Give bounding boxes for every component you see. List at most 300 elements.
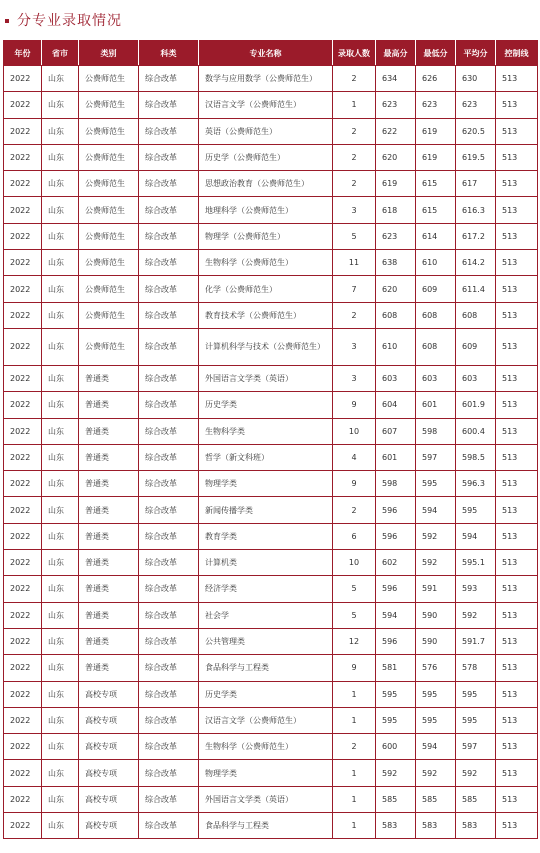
cell-category: 普通类 bbox=[79, 444, 139, 470]
cell-subject: 综合改革 bbox=[139, 681, 199, 707]
col-header-subject: 科类 bbox=[139, 41, 199, 66]
cell-category: 公费师范生 bbox=[79, 328, 139, 365]
section-header bbox=[0, 0, 540, 40]
cell-subject: 综合改革 bbox=[139, 144, 199, 170]
cell-control-line: 513 bbox=[496, 365, 538, 391]
cell-max-score: 620 bbox=[376, 276, 416, 302]
cell-subject: 综合改革 bbox=[139, 813, 199, 839]
section-title: 分专业录取情况 bbox=[17, 13, 122, 29]
cell-admitted-count: 1 bbox=[333, 813, 376, 839]
cell-major: 公共管理类 bbox=[199, 628, 333, 654]
table-row bbox=[4, 523, 538, 549]
cell-category: 公费师范生 bbox=[79, 66, 139, 92]
cell-subject: 综合改革 bbox=[139, 602, 199, 628]
cell-subject: 综合改革 bbox=[139, 734, 199, 760]
table-row bbox=[4, 223, 538, 249]
cell-avg-score: 630 bbox=[456, 66, 496, 92]
cell-admitted-count: 10 bbox=[333, 418, 376, 444]
cell-province: 山东 bbox=[42, 655, 79, 681]
header-row bbox=[4, 41, 538, 66]
cell-subject: 综合改革 bbox=[139, 250, 199, 276]
cell-max-score: 585 bbox=[376, 786, 416, 812]
table-row bbox=[4, 328, 538, 365]
cell-avg-score: 603 bbox=[456, 365, 496, 391]
cell-min-score: 592 bbox=[416, 760, 456, 786]
table-header bbox=[4, 41, 538, 66]
table-row bbox=[4, 786, 538, 812]
cell-major: 计算机科学与技术（公费师范生） bbox=[199, 328, 333, 365]
cell-avg-score: 623 bbox=[456, 92, 496, 118]
cell-min-score: 590 bbox=[416, 628, 456, 654]
cell-min-score: 626 bbox=[416, 66, 456, 92]
cell-subject: 综合改革 bbox=[139, 92, 199, 118]
cell-subject: 综合改革 bbox=[139, 418, 199, 444]
cell-subject: 综合改革 bbox=[139, 497, 199, 523]
cell-admitted-count: 5 bbox=[333, 576, 376, 602]
cell-subject: 综合改革 bbox=[139, 786, 199, 812]
cell-category: 普通类 bbox=[79, 628, 139, 654]
cell-subject: 综合改革 bbox=[139, 365, 199, 391]
cell-major: 教育技术学（公费师范生） bbox=[199, 302, 333, 328]
cell-avg-score: 617.2 bbox=[456, 223, 496, 249]
cell-province: 山东 bbox=[42, 418, 79, 444]
cell-category: 公费师范生 bbox=[79, 276, 139, 302]
cell-control-line: 513 bbox=[496, 813, 538, 839]
cell-avg-score: 585 bbox=[456, 786, 496, 812]
cell-admitted-count: 5 bbox=[333, 602, 376, 628]
cell-subject: 综合改革 bbox=[139, 276, 199, 302]
cell-max-score: 622 bbox=[376, 118, 416, 144]
cell-control-line: 513 bbox=[496, 328, 538, 365]
cell-major: 哲学（新文科班） bbox=[199, 444, 333, 470]
table-row bbox=[4, 250, 538, 276]
cell-subject: 综合改革 bbox=[139, 707, 199, 733]
cell-avg-score: 595 bbox=[456, 497, 496, 523]
cell-min-score: 598 bbox=[416, 418, 456, 444]
cell-year: 2022 bbox=[4, 392, 42, 418]
cell-year: 2022 bbox=[4, 602, 42, 628]
cell-major: 新闻传播学类 bbox=[199, 497, 333, 523]
cell-max-score: 596 bbox=[376, 497, 416, 523]
cell-major: 教育学类 bbox=[199, 523, 333, 549]
cell-admitted-count: 1 bbox=[333, 707, 376, 733]
cell-min-score: 601 bbox=[416, 392, 456, 418]
cell-province: 山东 bbox=[42, 223, 79, 249]
table-row bbox=[4, 418, 538, 444]
cell-major: 汉语言文学（公费师范生） bbox=[199, 92, 333, 118]
cell-avg-score: 596.3 bbox=[456, 471, 496, 497]
cell-category: 普通类 bbox=[79, 550, 139, 576]
cell-year: 2022 bbox=[4, 276, 42, 302]
title-marker bbox=[5, 19, 9, 23]
table-row bbox=[4, 655, 538, 681]
cell-control-line: 513 bbox=[496, 444, 538, 470]
cell-admitted-count: 9 bbox=[333, 655, 376, 681]
cell-year: 2022 bbox=[4, 118, 42, 144]
cell-control-line: 513 bbox=[496, 66, 538, 92]
table-row bbox=[4, 92, 538, 118]
cell-category: 公费师范生 bbox=[79, 144, 139, 170]
cell-max-score: 596 bbox=[376, 523, 416, 549]
cell-avg-score: 617 bbox=[456, 171, 496, 197]
cell-category: 公费师范生 bbox=[79, 250, 139, 276]
cell-control-line: 513 bbox=[496, 523, 538, 549]
col-header-year: 年份 bbox=[4, 41, 42, 66]
cell-major: 生物科学（公费师范生） bbox=[199, 250, 333, 276]
cell-subject: 综合改革 bbox=[139, 628, 199, 654]
cell-control-line: 513 bbox=[496, 92, 538, 118]
cell-avg-score: 611.4 bbox=[456, 276, 496, 302]
cell-avg-score: 601.9 bbox=[456, 392, 496, 418]
cell-year: 2022 bbox=[4, 550, 42, 576]
cell-min-score: 594 bbox=[416, 497, 456, 523]
cell-subject: 综合改革 bbox=[139, 655, 199, 681]
cell-max-score: 595 bbox=[376, 707, 416, 733]
cell-category: 普通类 bbox=[79, 576, 139, 602]
cell-category: 普通类 bbox=[79, 602, 139, 628]
cell-max-score: 604 bbox=[376, 392, 416, 418]
cell-subject: 综合改革 bbox=[139, 197, 199, 223]
cell-category: 普通类 bbox=[79, 471, 139, 497]
cell-min-score: 608 bbox=[416, 302, 456, 328]
col-header-admitted-count: 录取人数 bbox=[333, 41, 376, 66]
cell-max-score: 620 bbox=[376, 144, 416, 170]
cell-province: 山东 bbox=[42, 66, 79, 92]
cell-major: 化学（公费师范生） bbox=[199, 276, 333, 302]
cell-max-score: 592 bbox=[376, 760, 416, 786]
cell-avg-score: 592 bbox=[456, 760, 496, 786]
cell-max-score: 619 bbox=[376, 171, 416, 197]
cell-admitted-count: 3 bbox=[333, 365, 376, 391]
cell-max-score: 623 bbox=[376, 223, 416, 249]
cell-control-line: 513 bbox=[496, 302, 538, 328]
cell-year: 2022 bbox=[4, 681, 42, 707]
cell-category: 公费师范生 bbox=[79, 118, 139, 144]
cell-admitted-count: 5 bbox=[333, 223, 376, 249]
table-row bbox=[4, 66, 538, 92]
cell-max-score: 638 bbox=[376, 250, 416, 276]
cell-min-score: 615 bbox=[416, 197, 456, 223]
cell-control-line: 513 bbox=[496, 707, 538, 733]
cell-province: 山东 bbox=[42, 328, 79, 365]
cell-min-score: 614 bbox=[416, 223, 456, 249]
cell-max-score: 608 bbox=[376, 302, 416, 328]
table-body bbox=[4, 66, 538, 839]
cell-province: 山东 bbox=[42, 365, 79, 391]
cell-max-score: 600 bbox=[376, 734, 416, 760]
table-row bbox=[4, 550, 538, 576]
cell-category: 高校专项 bbox=[79, 786, 139, 812]
cell-major: 英语（公费师范生） bbox=[199, 118, 333, 144]
cell-category: 普通类 bbox=[79, 523, 139, 549]
cell-avg-score: 593 bbox=[456, 576, 496, 602]
cell-control-line: 513 bbox=[496, 734, 538, 760]
cell-control-line: 513 bbox=[496, 628, 538, 654]
cell-max-score: 581 bbox=[376, 655, 416, 681]
cell-subject: 综合改革 bbox=[139, 223, 199, 249]
cell-admitted-count: 12 bbox=[333, 628, 376, 654]
cell-max-score: 602 bbox=[376, 550, 416, 576]
cell-avg-score: 591.7 bbox=[456, 628, 496, 654]
cell-year: 2022 bbox=[4, 223, 42, 249]
cell-admitted-count: 1 bbox=[333, 92, 376, 118]
cell-category: 高校专项 bbox=[79, 681, 139, 707]
cell-admitted-count: 2 bbox=[333, 302, 376, 328]
cell-province: 山东 bbox=[42, 444, 79, 470]
table-row bbox=[4, 365, 538, 391]
cell-avg-score: 598.5 bbox=[456, 444, 496, 470]
cell-major: 生物科学（公费师范生） bbox=[199, 734, 333, 760]
table-row bbox=[4, 118, 538, 144]
cell-control-line: 513 bbox=[496, 497, 538, 523]
table-row bbox=[4, 707, 538, 733]
cell-admitted-count: 2 bbox=[333, 144, 376, 170]
cell-control-line: 513 bbox=[496, 471, 538, 497]
cell-province: 山东 bbox=[42, 681, 79, 707]
cell-control-line: 513 bbox=[496, 118, 538, 144]
cell-province: 山东 bbox=[42, 707, 79, 733]
cell-subject: 综合改革 bbox=[139, 171, 199, 197]
cell-subject: 综合改革 bbox=[139, 66, 199, 92]
table-row bbox=[4, 734, 538, 760]
cell-year: 2022 bbox=[4, 197, 42, 223]
cell-control-line: 513 bbox=[496, 760, 538, 786]
cell-major: 外国语言文学类（英语） bbox=[199, 786, 333, 812]
table-row bbox=[4, 471, 538, 497]
cell-major: 食品科学与工程类 bbox=[199, 655, 333, 681]
cell-major: 汉语言文学（公费师范生） bbox=[199, 707, 333, 733]
cell-control-line: 513 bbox=[496, 786, 538, 812]
col-header-control-line: 控制线 bbox=[496, 41, 538, 66]
cell-min-score: 591 bbox=[416, 576, 456, 602]
cell-province: 山东 bbox=[42, 576, 79, 602]
cell-avg-score: 595.1 bbox=[456, 550, 496, 576]
cell-category: 普通类 bbox=[79, 655, 139, 681]
cell-max-score: 610 bbox=[376, 328, 416, 365]
cell-year: 2022 bbox=[4, 523, 42, 549]
cell-province: 山东 bbox=[42, 602, 79, 628]
cell-year: 2022 bbox=[4, 497, 42, 523]
cell-min-score: 594 bbox=[416, 734, 456, 760]
table-row bbox=[4, 497, 538, 523]
cell-province: 山东 bbox=[42, 302, 79, 328]
cell-avg-score: 578 bbox=[456, 655, 496, 681]
cell-admitted-count: 1 bbox=[333, 786, 376, 812]
cell-max-score: 603 bbox=[376, 365, 416, 391]
cell-admitted-count: 2 bbox=[333, 171, 376, 197]
cell-category: 高校专项 bbox=[79, 813, 139, 839]
cell-year: 2022 bbox=[4, 707, 42, 733]
cell-admitted-count: 9 bbox=[333, 471, 376, 497]
cell-admitted-count: 7 bbox=[333, 276, 376, 302]
cell-min-score: 595 bbox=[416, 681, 456, 707]
cell-subject: 综合改革 bbox=[139, 471, 199, 497]
cell-major: 数学与应用数学（公费师范生） bbox=[199, 66, 333, 92]
cell-province: 山东 bbox=[42, 523, 79, 549]
cell-year: 2022 bbox=[4, 786, 42, 812]
cell-province: 山东 bbox=[42, 497, 79, 523]
cell-avg-score: 614.2 bbox=[456, 250, 496, 276]
cell-avg-score: 597 bbox=[456, 734, 496, 760]
cell-province: 山东 bbox=[42, 734, 79, 760]
cell-major: 物理学类 bbox=[199, 471, 333, 497]
cell-min-score: 619 bbox=[416, 118, 456, 144]
cell-avg-score: 620.5 bbox=[456, 118, 496, 144]
cell-avg-score: 592 bbox=[456, 602, 496, 628]
table-row bbox=[4, 302, 538, 328]
cell-min-score: 585 bbox=[416, 786, 456, 812]
cell-province: 山东 bbox=[42, 471, 79, 497]
cell-control-line: 513 bbox=[496, 576, 538, 602]
cell-province: 山东 bbox=[42, 144, 79, 170]
cell-province: 山东 bbox=[42, 250, 79, 276]
cell-admitted-count: 4 bbox=[333, 444, 376, 470]
cell-control-line: 513 bbox=[496, 550, 538, 576]
cell-min-score: 595 bbox=[416, 707, 456, 733]
cell-year: 2022 bbox=[4, 760, 42, 786]
cell-province: 山东 bbox=[42, 118, 79, 144]
cell-admitted-count: 3 bbox=[333, 197, 376, 223]
cell-province: 山东 bbox=[42, 786, 79, 812]
cell-min-score: 623 bbox=[416, 92, 456, 118]
cell-year: 2022 bbox=[4, 418, 42, 444]
cell-major: 物理学（公费师范生） bbox=[199, 223, 333, 249]
cell-category: 普通类 bbox=[79, 365, 139, 391]
cell-subject: 综合改革 bbox=[139, 328, 199, 365]
col-header-min-score: 最低分 bbox=[416, 41, 456, 66]
cell-avg-score: 595 bbox=[456, 681, 496, 707]
cell-admitted-count: 2 bbox=[333, 734, 376, 760]
cell-min-score: 576 bbox=[416, 655, 456, 681]
cell-category: 普通类 bbox=[79, 392, 139, 418]
cell-province: 山东 bbox=[42, 813, 79, 839]
cell-year: 2022 bbox=[4, 444, 42, 470]
cell-avg-score: 609 bbox=[456, 328, 496, 365]
cell-major: 物理学类 bbox=[199, 760, 333, 786]
cell-min-score: 615 bbox=[416, 171, 456, 197]
table-row bbox=[4, 576, 538, 602]
cell-category: 公费师范生 bbox=[79, 197, 139, 223]
cell-province: 山东 bbox=[42, 550, 79, 576]
cell-subject: 综合改革 bbox=[139, 118, 199, 144]
table-row bbox=[4, 144, 538, 170]
cell-year: 2022 bbox=[4, 328, 42, 365]
cell-year: 2022 bbox=[4, 628, 42, 654]
admission-table-container bbox=[3, 40, 537, 839]
cell-min-score: 583 bbox=[416, 813, 456, 839]
cell-min-score: 610 bbox=[416, 250, 456, 276]
cell-province: 山东 bbox=[42, 276, 79, 302]
cell-min-score: 619 bbox=[416, 144, 456, 170]
table-row bbox=[4, 444, 538, 470]
cell-control-line: 513 bbox=[496, 250, 538, 276]
cell-province: 山东 bbox=[42, 628, 79, 654]
table-row bbox=[4, 197, 538, 223]
cell-control-line: 513 bbox=[496, 681, 538, 707]
cell-max-score: 596 bbox=[376, 576, 416, 602]
table-row bbox=[4, 628, 538, 654]
cell-max-score: 598 bbox=[376, 471, 416, 497]
cell-major: 外国语言文学类（英语） bbox=[199, 365, 333, 391]
cell-control-line: 513 bbox=[496, 392, 538, 418]
cell-max-score: 607 bbox=[376, 418, 416, 444]
col-header-province: 省市 bbox=[42, 41, 79, 66]
cell-min-score: 603 bbox=[416, 365, 456, 391]
cell-max-score: 594 bbox=[376, 602, 416, 628]
cell-province: 山东 bbox=[42, 92, 79, 118]
cell-province: 山东 bbox=[42, 171, 79, 197]
cell-avg-score: 608 bbox=[456, 302, 496, 328]
cell-category: 高校专项 bbox=[79, 707, 139, 733]
cell-category: 高校专项 bbox=[79, 760, 139, 786]
cell-min-score: 592 bbox=[416, 523, 456, 549]
cell-admitted-count: 2 bbox=[333, 497, 376, 523]
cell-max-score: 601 bbox=[376, 444, 416, 470]
cell-province: 山东 bbox=[42, 392, 79, 418]
cell-year: 2022 bbox=[4, 171, 42, 197]
col-header-max-score: 最高分 bbox=[376, 41, 416, 66]
cell-min-score: 592 bbox=[416, 550, 456, 576]
table-row bbox=[4, 681, 538, 707]
cell-avg-score: 600.4 bbox=[456, 418, 496, 444]
cell-category: 普通类 bbox=[79, 497, 139, 523]
cell-category: 公费师范生 bbox=[79, 302, 139, 328]
cell-admitted-count: 3 bbox=[333, 328, 376, 365]
cell-category: 公费师范生 bbox=[79, 92, 139, 118]
cell-admitted-count: 6 bbox=[333, 523, 376, 549]
cell-year: 2022 bbox=[4, 92, 42, 118]
cell-year: 2022 bbox=[4, 365, 42, 391]
cell-year: 2022 bbox=[4, 813, 42, 839]
cell-min-score: 608 bbox=[416, 328, 456, 365]
col-header-avg-score: 平均分 bbox=[456, 41, 496, 66]
cell-admitted-count: 1 bbox=[333, 681, 376, 707]
cell-year: 2022 bbox=[4, 471, 42, 497]
cell-min-score: 609 bbox=[416, 276, 456, 302]
cell-subject: 综合改革 bbox=[139, 444, 199, 470]
cell-subject: 综合改革 bbox=[139, 392, 199, 418]
cell-subject: 综合改革 bbox=[139, 302, 199, 328]
cell-admitted-count: 2 bbox=[333, 66, 376, 92]
cell-avg-score: 616.3 bbox=[456, 197, 496, 223]
cell-subject: 综合改革 bbox=[139, 576, 199, 602]
cell-province: 山东 bbox=[42, 760, 79, 786]
cell-major: 食品科学与工程类 bbox=[199, 813, 333, 839]
admission-by-major-table bbox=[3, 40, 538, 839]
cell-major: 计算机类 bbox=[199, 550, 333, 576]
cell-subject: 综合改革 bbox=[139, 760, 199, 786]
cell-major: 地理科学（公费师范生） bbox=[199, 197, 333, 223]
cell-avg-score: 583 bbox=[456, 813, 496, 839]
table-row bbox=[4, 171, 538, 197]
table-row bbox=[4, 602, 538, 628]
cell-max-score: 618 bbox=[376, 197, 416, 223]
col-header-category: 类别 bbox=[79, 41, 139, 66]
cell-admitted-count: 1 bbox=[333, 760, 376, 786]
cell-control-line: 513 bbox=[496, 223, 538, 249]
cell-province: 山东 bbox=[42, 197, 79, 223]
cell-control-line: 513 bbox=[496, 144, 538, 170]
cell-major: 社会学 bbox=[199, 602, 333, 628]
cell-major: 历史学类 bbox=[199, 392, 333, 418]
cell-control-line: 513 bbox=[496, 276, 538, 302]
table-row bbox=[4, 813, 538, 839]
cell-year: 2022 bbox=[4, 734, 42, 760]
cell-major: 经济学类 bbox=[199, 576, 333, 602]
cell-year: 2022 bbox=[4, 576, 42, 602]
cell-subject: 综合改革 bbox=[139, 550, 199, 576]
cell-control-line: 513 bbox=[496, 197, 538, 223]
